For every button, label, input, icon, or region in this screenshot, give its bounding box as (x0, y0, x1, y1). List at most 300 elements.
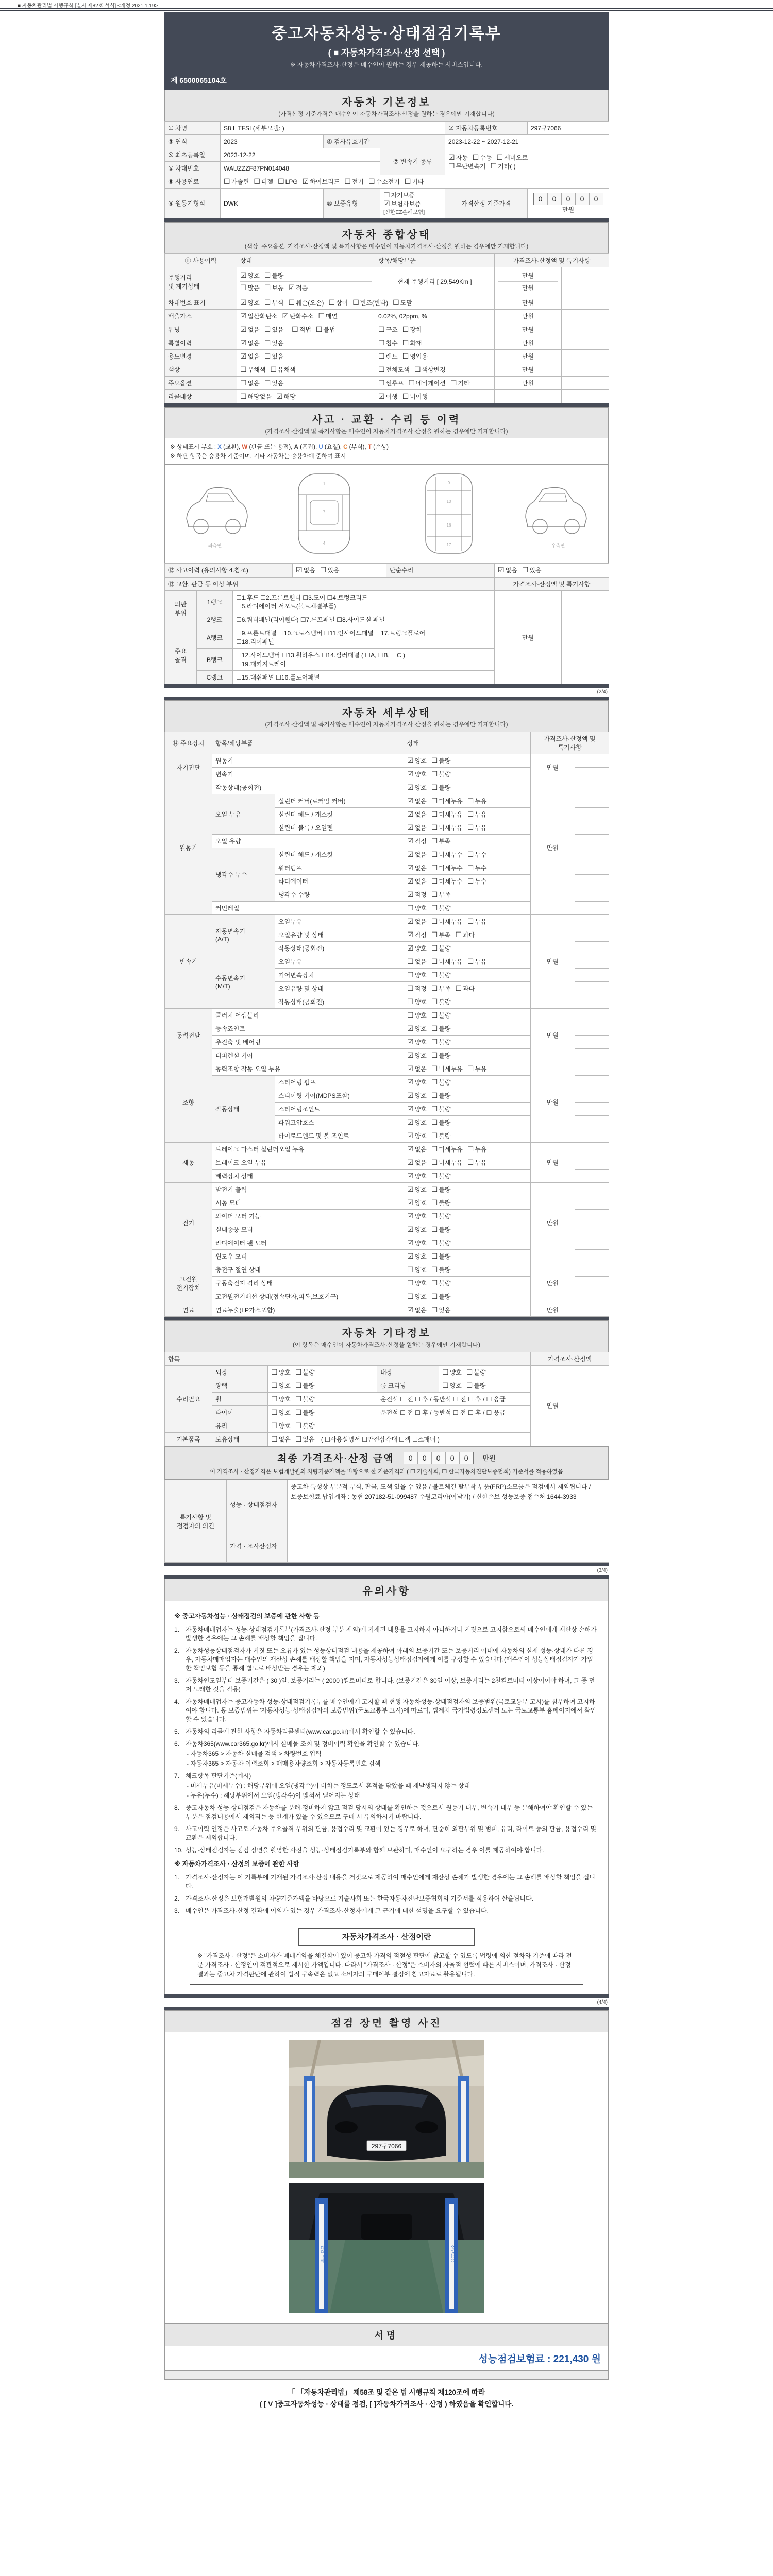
inspector-opinion-table (164, 1480, 609, 1563)
note-cell (575, 1022, 609, 1036)
checkbox[interactable]: ☑ 양호 (407, 1024, 427, 1032)
checkbox[interactable]: ☐ 훼손(오손) (288, 298, 324, 307)
unchecked-box-icon: ☐ (407, 1292, 414, 1300)
state-options (404, 1036, 531, 1049)
panel-items[interactable]: ☐15.대쉬패널 ☐16.플로어패널 (233, 671, 495, 684)
checkbox[interactable]: ☑ 양호 (407, 1172, 427, 1180)
checkbox[interactable]: ☐ 미이행 (402, 392, 428, 400)
checkbox[interactable]: ☑ 없음 (240, 352, 260, 360)
checkbox[interactable]: ☑ 없음 (407, 796, 427, 805)
item-name: 연료누출(LP가스포함) (212, 1303, 404, 1317)
etc-extra[interactable]: 운전석 ☐ 전 ☐ 후 / 동반석 ☐ 전 ☐ 후 / ☐ 응급 (377, 1406, 531, 1419)
state-code: T (367, 444, 372, 450)
checkbox[interactable]: ☐ 불량 (431, 770, 451, 778)
checkbox[interactable]: ☑ 양호 (240, 271, 260, 279)
checkbox[interactable]: ☑ 없음 (407, 823, 427, 832)
note-cell (575, 781, 609, 794)
checkbox[interactable]: ☑ 양호 (407, 1078, 427, 1086)
unchecked-box-icon: ☐ (414, 365, 421, 374)
unchecked-box-icon: ☐ (408, 379, 415, 387)
checked-box-icon: ☑ (407, 1091, 414, 1099)
checkbox[interactable]: ☐ 불량 (431, 1011, 451, 1019)
notice-item-number: 2. (174, 1647, 180, 1654)
checkbox[interactable]: ☐ 양호 (407, 1279, 427, 1287)
checkbox[interactable]: ☑ 양호 (407, 1185, 427, 1193)
section-accident-note: (가격조사·산정액 및 특기사항은 매수인이 자동차가격조사·산정을 원하는 경우에만 기재합니다) (265, 429, 508, 435)
checkbox[interactable]: ☐ 보통 (264, 283, 284, 292)
checkbox[interactable]: ☐ 화재 (402, 338, 422, 347)
checkbox[interactable]: ☐ 누유 (467, 957, 487, 965)
etc-extra[interactable]: 운전석 ☐ 전 ☐ 후 / 동반석 ☐ 전 ☐ 후 / ☐ 응급 (377, 1393, 531, 1406)
checkbox[interactable]: ☑ 해당 (276, 392, 296, 400)
checkbox[interactable]: ☐ 가솔린 (224, 177, 249, 185)
checkbox[interactable]: ☑ 양호 (240, 298, 260, 307)
unchecked-box-icon: ☐ (431, 1091, 438, 1099)
checkbox[interactable]: ☐ 불량 (431, 1078, 451, 1086)
unchecked-box-icon: ☐ (431, 984, 438, 992)
checkbox[interactable]: ☐ 불량 (431, 1038, 451, 1046)
final-price-note: 이 가격조사 · 산정가격은 보험개발원의 차량기준가액을 바탕으로 한 기준가격과 ( ☐ 기술사회, ☐ 한국자동차진단보증협회) 기준서를 적용하였음 (210, 1469, 563, 1475)
checkbox[interactable]: ☐ 불량 (431, 971, 451, 979)
checkbox[interactable]: ☐ 불량 (264, 271, 284, 279)
checked-box-icon: ☑ (407, 944, 414, 952)
checkbox[interactable]: ☐ 수소전기 (368, 177, 400, 185)
note-cell (575, 875, 609, 888)
panel-items[interactable]: ☐9.프론트패널 ☐10.크로스멤버 ☐11.인사이드패널 ☐17.트렁크플로어 ☐18.리어패널 (233, 626, 495, 649)
svg-text:16: 16 (446, 523, 451, 528)
checkbox[interactable]: ☐ 불량 (431, 1212, 451, 1220)
checkbox[interactable]: ☑ 없음 (498, 566, 517, 574)
checkbox[interactable]: ☐ 불량 (431, 944, 451, 952)
unchecked-box-icon: ☐ (393, 298, 399, 307)
col-header: 항목 (165, 1352, 531, 1366)
checkbox[interactable]: ☐ 부식 (264, 298, 284, 307)
state-code-legend: ※ 상태표시 부호 : X (교환), W (판금 또는 용접), A (흠집), U (요철), C (부식), T (손상) (170, 444, 389, 450)
price-cell: 만원 (495, 336, 562, 350)
checkbox[interactable]: ☐ 양호 (407, 1292, 427, 1300)
checkbox[interactable]: ☐ 기타 (404, 177, 424, 185)
etc-item-label: 타이어 (212, 1406, 268, 1419)
checked-box-icon: ☑ (498, 566, 505, 574)
state-options (404, 794, 531, 808)
state-options (237, 296, 495, 310)
checked-box-icon: ☑ (383, 199, 390, 208)
checkbox[interactable]: ☐ 불량 (431, 1225, 451, 1233)
section-overall-note: (색상, 주요옵션, 가격조사·산정액 및 특기사항은 매수인이 자동차가격조사·산정을 원하는 경우에만 기재합니다) (244, 244, 529, 250)
note-cell (575, 928, 609, 942)
checkbox[interactable]: ☐ 디젤 (254, 177, 274, 185)
state-options (404, 969, 531, 982)
checkbox[interactable]: ☐ 불량 (431, 1105, 451, 1113)
checkbox[interactable]: ☑ 없음 (407, 917, 427, 925)
checkbox[interactable]: ☐ 없음 (271, 1435, 291, 1443)
notice-item-number: 2. (174, 1895, 180, 1903)
note-cell (575, 915, 609, 928)
checkbox[interactable]: ☐ 미세누수 (431, 863, 463, 872)
checkbox[interactable]: ☑ 양호 (407, 783, 427, 791)
page-divider (164, 2007, 609, 2010)
checkbox[interactable]: ☐ 불량 (295, 1368, 315, 1376)
price-digit: 0 (534, 193, 548, 205)
unchecked-box-icon: ☐ (271, 1435, 278, 1443)
checkbox[interactable]: ☐ 미세누유 (431, 917, 463, 925)
checkbox[interactable]: ☐ 양호 (271, 1381, 291, 1389)
state-options (237, 377, 375, 390)
state-options (404, 861, 531, 875)
checkbox[interactable]: ☐ 네비게이션 (408, 379, 446, 387)
checked-box-icon: ☑ (288, 283, 295, 292)
overall-row (165, 336, 609, 350)
checkbox[interactable]: ☐ 누유 (467, 823, 487, 832)
checkbox[interactable]: ☐ 있음 (264, 379, 284, 387)
final-price-digits (404, 1452, 474, 1464)
checkbox[interactable]: ☐ 매연 (318, 312, 338, 320)
checkbox[interactable]: ☐ 누유 (467, 1158, 487, 1166)
note-cell (562, 323, 609, 336)
checkbox[interactable]: ☐ 있음 (522, 566, 542, 574)
checkbox[interactable]: ☐ 불량 (295, 1395, 315, 1403)
checkbox[interactable]: ☑ 자동 (448, 152, 468, 161)
section-etc-note: (이 항목은 매수인이 자동차가격조사·산정을 원하는 경우에만 기재합니다) (293, 1342, 480, 1348)
detail-row (165, 1009, 609, 1022)
checkbox[interactable]: ☑ 양호 (407, 1198, 427, 1207)
checkbox[interactable]: ☑ 탄화수소 (282, 312, 314, 320)
checkbox[interactable]: ☑ 양호 (407, 1105, 427, 1113)
unchecked-box-icon: ☐ (264, 352, 271, 360)
item-name: 추진축 및 베어링 (212, 1036, 404, 1049)
item-category: 오일 누유 (212, 794, 275, 835)
etc-info-table (164, 1352, 609, 1446)
checkbox[interactable]: ☐ 불량 (431, 783, 451, 791)
checkbox[interactable]: ☐ 불량 (295, 1421, 315, 1430)
checkbox[interactable]: ☐ 불법 (315, 325, 335, 333)
state-options (404, 902, 531, 915)
state-options (404, 1009, 531, 1022)
price-cell: 만원 (531, 915, 575, 1009)
checkbox[interactable]: ☐ 미세누유 (431, 1158, 463, 1166)
page-marker: (2/4) (597, 689, 608, 695)
note-cell (575, 1290, 609, 1303)
checkbox[interactable]: ☐ 구조 (378, 325, 398, 333)
checkbox[interactable]: ☑ 일산화탄소 (240, 312, 278, 320)
checkbox[interactable]: ☐ 양호 (442, 1368, 462, 1376)
section-divider (164, 218, 609, 222)
item-name: 오일유량 및 상태 (275, 928, 404, 942)
checkbox[interactable]: ☐ 불량 (431, 1198, 451, 1207)
checkbox[interactable]: ☐ 양호 (407, 1011, 427, 1019)
checkbox[interactable]: ☐ 누수 (467, 863, 487, 872)
checkbox[interactable]: ☐ 불량 (431, 1118, 451, 1126)
checkbox[interactable]: ☑ 없음 (407, 1306, 427, 1314)
checkbox[interactable]: ☐ 해당없음 (240, 392, 272, 400)
price-cell: 만원 (495, 323, 562, 336)
checkbox[interactable]: ☑ 없음 (240, 338, 260, 347)
checkbox[interactable]: ☐ 부족 (431, 930, 451, 939)
checkbox[interactable]: ☐ 불량 (431, 1252, 451, 1260)
section-detail-note: (가격조사·산정액 및 특기사항은 매수인이 자동차가격조사·산정을 원하는 경우에만 기재합니다) (265, 722, 508, 728)
checkbox[interactable]: ☐ 불량 (431, 1172, 451, 1180)
checkbox[interactable]: ☑ 양호 (407, 756, 427, 765)
fuel-options (221, 175, 609, 189)
unchecked-box-icon: ☐ (431, 810, 438, 818)
unchecked-box-icon: ☐ (224, 177, 230, 185)
unchecked-box-icon: ☐ (431, 1239, 438, 1247)
checkbox[interactable]: ☐ 침수 (378, 338, 398, 347)
checkbox[interactable]: ☑ 없음 (407, 1064, 427, 1073)
checkbox[interactable]: ☑ 적정 (407, 890, 427, 899)
checkbox[interactable]: ☐ 양호 (271, 1408, 291, 1416)
checkbox[interactable]: ☐ 누유 (467, 1064, 487, 1073)
item-name: 스티어링조인트 (275, 1103, 404, 1116)
panel-rank: 2랭크 (197, 613, 233, 626)
checkbox[interactable]: ☐ 양호 (407, 997, 427, 1006)
checkbox[interactable]: ☐ 불량 (431, 1051, 451, 1059)
checked-box-icon: ☑ (407, 810, 414, 818)
unchecked-box-icon: ☐ (295, 1421, 302, 1430)
checkbox[interactable]: ☐ 미세누유 (431, 810, 463, 818)
checkbox[interactable]: ☐ 렌트 (378, 352, 398, 360)
checkbox[interactable]: ☑ 적정 (407, 837, 427, 845)
checkbox[interactable]: ☐ 미세누유 (431, 823, 463, 832)
state-options (404, 1290, 531, 1303)
section-notice-title: 유의사항 (362, 1586, 411, 1597)
checkbox[interactable]: ☑ 없음 (407, 810, 427, 818)
unchecked-box-icon: ☐ (378, 325, 385, 333)
price-digit: 0 (548, 193, 562, 205)
unchecked-box-icon: ☐ (431, 997, 438, 1006)
row-label: 배출가스 (165, 310, 237, 323)
checkbox[interactable]: ☑ 없음 (407, 877, 427, 885)
accident-legend (164, 438, 609, 465)
checkbox[interactable]: ☑ 양호 (407, 1252, 427, 1260)
checkbox[interactable]: ☐ 양호 (271, 1421, 291, 1430)
checkbox[interactable]: ☐ 유채색 (270, 365, 296, 374)
checkbox[interactable]: ☐ 장치 (402, 325, 422, 333)
checkbox[interactable]: ☑ 없음 (407, 850, 427, 858)
notice-item (174, 1894, 599, 1903)
checkbox[interactable]: ☑ 양호 (407, 1038, 427, 1046)
notice-item-number: 3. (174, 1676, 180, 1684)
unchecked-box-icon: ☐ (292, 325, 298, 333)
checkbox[interactable]: ☐ 부족 (431, 984, 451, 992)
checkbox[interactable]: ☐ 자기보증 (383, 191, 415, 199)
item-category: 수동변속기 (M/T) (212, 955, 275, 1009)
checkbox[interactable]: ☐ 없음 (407, 957, 427, 965)
unchecked-box-icon: ☐ (431, 837, 438, 845)
panel-items[interactable]: ☐12.사이드멤버 ☐13.휠하우스 ☐14.필러패널 ( ☐A, ☐B, ☐C ) ☐19.패키지트레이 (233, 649, 495, 671)
checkbox[interactable]: ☑ 양호 (407, 944, 427, 952)
overall-condition-table (164, 253, 609, 403)
checkbox[interactable]: ☐ 양호 (407, 904, 427, 912)
checkbox[interactable]: ☐ 미세누수 (431, 877, 463, 885)
checkbox[interactable]: ☐ 누유 (467, 917, 487, 925)
checkbox[interactable]: ☑ 양호 (407, 1225, 427, 1233)
checkbox[interactable]: ☐ 세미오토 (496, 152, 528, 161)
checkbox[interactable]: ☐ 영업용 (402, 352, 428, 360)
checked-box-icon: ☑ (407, 1078, 414, 1086)
photo-workshop-lift (289, 2183, 484, 2313)
checkbox[interactable]: ☑ 없음 (240, 325, 260, 333)
checkbox[interactable]: ☐ 불량 (431, 1024, 451, 1032)
note-cell (575, 1303, 609, 1317)
checkbox[interactable]: ☐ 부족 (431, 837, 451, 845)
checkbox[interactable]: ☐ 불량 (431, 1185, 451, 1193)
checkbox[interactable]: ☐ 불량 (295, 1381, 315, 1389)
checkbox[interactable]: ☐ 도말 (393, 298, 412, 307)
checkbox[interactable]: ☐ 양호 (271, 1395, 291, 1403)
checkbox[interactable]: ☑ 없음 (407, 1158, 427, 1166)
checkbox[interactable]: ☐ 불량 (431, 1265, 451, 1274)
note-cell (575, 982, 609, 995)
checkbox[interactable]: ☐ 불량 (431, 1131, 451, 1140)
checkbox[interactable]: ☐ 있음 (295, 1435, 315, 1443)
checkbox[interactable]: ☐ 있음 (264, 338, 284, 347)
note-cell (575, 808, 609, 821)
checkbox[interactable]: ☐ 누유 (467, 1145, 487, 1153)
checkbox[interactable]: ☑ 양호 (407, 1212, 427, 1220)
car-diagrams (164, 465, 609, 563)
checkbox[interactable]: ☐ 기타 (450, 379, 470, 387)
checkbox[interactable]: ☑ 없음 (296, 566, 315, 574)
checkbox[interactable]: ☐ 누유 (467, 810, 487, 818)
checkbox[interactable]: ☐ 미세누유 (431, 957, 463, 965)
checkbox[interactable]: ☐ 양호 (407, 971, 427, 979)
checkbox[interactable]: ☐ 없음 (240, 379, 260, 387)
checkbox[interactable]: ☐ 상이 (328, 298, 348, 307)
unchecked-box-icon: ☐ (467, 1145, 474, 1153)
checkbox[interactable]: ☐ 적정 (407, 984, 427, 992)
checkbox[interactable]: ☐ 불량 (431, 1279, 451, 1287)
notice-subitem: - 미세누유(미세누수) : 해당부위에 오일(냉각수)이 비치는 정도로서 흔적을 닦았을 때 재발생되지 않는 상태 (187, 1782, 470, 1790)
checkbox[interactable]: ☑ 양호 (407, 770, 427, 778)
opinion-appraiser-text (288, 1529, 609, 1563)
checkbox[interactable]: ☐ 불량 (295, 1408, 315, 1416)
checkbox[interactable]: ☐ 있음 (320, 566, 340, 574)
checkbox[interactable]: ☐ 누수 (467, 877, 487, 885)
checkbox[interactable]: ☑ 양호 (407, 1051, 427, 1059)
checkbox[interactable]: ☐ 무채색 (240, 365, 266, 374)
checkbox[interactable]: ☑ 하이브리드 (302, 177, 340, 185)
unchecked-box-icon: ☐ (271, 1381, 278, 1389)
checkbox[interactable]: ☐ 적법 (292, 325, 311, 333)
notice-item-text: 중고자동차 성능·상태점검은 자동차를 분해·정비하지 않고 점검 당시의 상태를 확인하는 것으로서 원동기 내부, 변속기 내부 등 분해하여야 확인할 수 있는 부분은 점검내용에서 제외되는 등 한계가 있을 수 있으므로 구매 시 유의하시기 바랍니다. (186, 1804, 593, 1821)
checkbox[interactable]: ☐ 기타( ) (490, 161, 516, 170)
checkbox[interactable]: ☐ 무단변속기 (448, 161, 486, 170)
panel-group: 외판 부위 (165, 591, 197, 626)
checkbox[interactable]: ☐ 불량 (431, 756, 451, 765)
checkbox[interactable]: ☐ 불량 (431, 1292, 451, 1300)
checkbox[interactable]: ☐ 과다 (455, 984, 475, 992)
checkbox[interactable]: ☐ 불량 (466, 1368, 486, 1376)
state-options (237, 350, 375, 363)
checkbox[interactable]: ☑ 양호 (407, 1239, 427, 1247)
checkbox[interactable]: ☑ 이행 (378, 392, 398, 400)
unchecked-box-icon: ☐ (271, 1421, 278, 1430)
checkbox[interactable]: ☐ 부족 (431, 890, 451, 899)
checkbox[interactable]: ☐ 많음 (240, 283, 260, 292)
checkbox[interactable]: ☐ 양호 (407, 1265, 427, 1274)
state-code: C (343, 444, 348, 450)
notice-item-number: 6. (174, 1740, 180, 1748)
checkbox[interactable]: ☐ 있음 (431, 1306, 451, 1314)
checkbox[interactable]: ☐ 불량 (431, 904, 451, 912)
item-cell: 0.02%, 02ppm, % (375, 310, 495, 323)
notice-item-text: 자동차인도일부터 보증기간은 ( 30 )일, 보증거리는 ( 2000 )킬로미터로 합니다. (보증기간은 30일 이상, 보증거리는 2천킬로미터 이상이어야 하며, 그 중 먼저 도래한 것을 적용) (186, 1676, 595, 1693)
unchecked-box-icon: ☐ (431, 917, 438, 925)
notice-item-number: 3. (174, 1907, 180, 1915)
checkbox[interactable]: ☐ 있음 (264, 325, 284, 333)
notice-price-items (174, 1873, 599, 1916)
panel-items[interactable]: ☐6.쿼터패널(리어휀다) ☐7.루프패널 ☐8.사이드실 패널 (233, 613, 495, 626)
checkbox[interactable]: ☐ 변조(변타) (352, 298, 389, 307)
unchecked-box-icon: ☐ (442, 1381, 449, 1389)
checkbox[interactable]: ☑ 적음 (288, 283, 308, 292)
checkbox[interactable]: ☐ 불량 (431, 1239, 451, 1247)
note-cell (575, 942, 609, 955)
checkbox[interactable]: ☐ 미세누수 (431, 850, 463, 858)
checkbox[interactable]: ☐ 미세누유 (431, 1064, 463, 1073)
checkbox[interactable]: ☐ 불량 (431, 997, 451, 1006)
checkbox[interactable]: ☐ 미세누유 (431, 796, 463, 805)
notice-item-number: 5. (174, 1728, 180, 1736)
basic-info-table (164, 121, 609, 218)
document-subnote: ※ 자동차가격조사·산정은 매수인이 원하는 경우 제공하는 서비스입니다. (290, 61, 483, 69)
notice-item-text: 성능·상태점검자는 점검 장면을 촬영한 사진을 성능·상태점검기록부와 함께 보관하며, 매수인이 요구하는 경우 이를 제공하여야 합니다. (186, 1846, 544, 1854)
checkbox[interactable]: ☐ 누유 (467, 796, 487, 805)
checkbox[interactable]: ☐ 양호 (442, 1381, 462, 1389)
item-category: 작동상태 (212, 1076, 275, 1143)
col-header: 상태 (237, 254, 375, 267)
checkbox[interactable]: ☑ 적정 (407, 930, 427, 939)
checkbox[interactable]: ☐ 불량 (466, 1381, 486, 1389)
checked-box-icon: ☑ (407, 1131, 414, 1140)
panel-items[interactable]: ☐1.후드 ☐2.프론트휀더 ☐3.도어 ☐4.트렁크리드 ☐5.라디에이터 서포트(볼트체결부품) (233, 591, 495, 613)
col-header: 가격조사·산정액 및 특기사항 (531, 732, 609, 754)
unchecked-box-icon: ☐ (431, 823, 438, 832)
inspection-photos (164, 2032, 609, 2324)
checkbox[interactable]: ☐ 과다 (455, 930, 475, 939)
checkbox[interactable]: ☐ 있음 (264, 352, 284, 360)
notice-item-number: 8. (174, 1804, 180, 1812)
checkbox[interactable]: ☐ 색상변경 (414, 365, 446, 374)
checkbox[interactable]: ☐ 수동 (472, 152, 492, 161)
checkbox[interactable]: ☑ 양호 (407, 1091, 427, 1099)
checkbox[interactable]: ☐ 미세누유 (431, 1145, 463, 1153)
item-cell (375, 377, 495, 390)
checkbox[interactable]: ☐ LPG (278, 177, 298, 185)
notice-item-number: 9. (174, 1825, 180, 1833)
checkbox[interactable]: ☑ 양호 (407, 1131, 427, 1140)
checkbox[interactable]: ☐ 누수 (467, 850, 487, 858)
checkbox[interactable]: ☑ 없음 (407, 863, 427, 872)
checkbox[interactable]: ☑ 보험사보증 (383, 199, 421, 208)
item-cell (375, 363, 495, 377)
checked-box-icon: ☑ (302, 177, 309, 185)
notice-item-text: 가격조사·산정은 보험개발원의 차량기준가액을 바탕으로 기술사회 또는 한국자동차진단보증협회의 기준서를 적용하여 산출됩니다. (186, 1895, 533, 1903)
checkbox[interactable]: ☑ 없음 (407, 1145, 427, 1153)
signature-section-title: 서명 (164, 2324, 609, 2346)
checkbox[interactable]: ☐ 전기 (344, 177, 364, 185)
note-cell (575, 1223, 609, 1236)
checkbox[interactable]: ☑ 양호 (407, 1118, 427, 1126)
checkbox[interactable]: ☐ 전체도색 (378, 365, 410, 374)
svg-text:9: 9 (447, 481, 450, 485)
checkbox[interactable]: ☐ 불량 (431, 1091, 451, 1099)
unchecked-box-icon: ☐ (402, 392, 409, 400)
checkbox[interactable]: ☐ 양호 (271, 1368, 291, 1376)
checkbox[interactable]: ☐ 썬루프 (378, 379, 404, 387)
unchecked-box-icon: ☐ (467, 877, 474, 885)
